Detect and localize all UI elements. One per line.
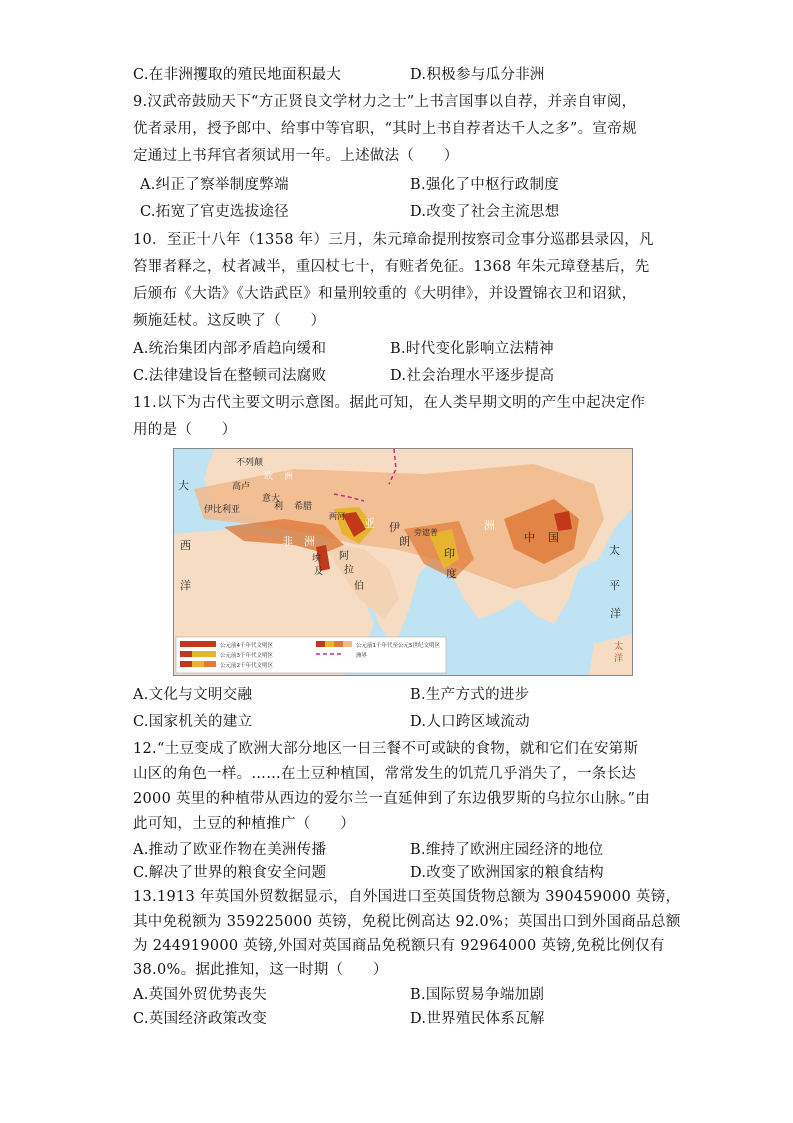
q12-stem-line-1: 12.“土豆变成了欧洲大部分地区一日三餐不可或缺的食物，就和它们在安第斯: [133, 741, 639, 757]
map-label-china-1: 中: [524, 531, 535, 544]
legend-era4: 公元前4千年代文明区: [220, 643, 273, 649]
q11-option-a: A.文化与文明交融: [133, 687, 253, 703]
q9-stem-line-2: 优者录用，授予郎中、给事中等官职，“其时上书自荐者达千人之多”。宣帝规: [133, 121, 637, 137]
map-label-greece: 希腊: [294, 502, 313, 512]
map-label-britain: 不列颠: [236, 458, 264, 468]
legend-era3: 公元前3千年代文明区: [220, 653, 273, 659]
q12-stem-line-3: 2000 英里的种植带从西边的爱尔兰一直延伸到了东边俄罗斯的乌拉尔山脉。”由: [133, 791, 651, 807]
q11-stem-line-1: 11.以下为古代主要文明示意图。据此可知，在人类早期文明的产生中起决定作: [133, 395, 646, 411]
q10-stem-line-3: 后颁布《大诰》《大诰武臣》和量刑较重的《大明律》，并设置锦衣卫和诏狱，: [133, 286, 637, 302]
map-label-atlantic-1: 大: [178, 479, 189, 492]
q9-stem-line-1: 9.汉武帝鼓励天下“方正贤良文学材力之士”上书言国事以自荐，并亲自审阅，: [133, 94, 637, 110]
legend-era2: 公元前2千年代文明区: [220, 663, 273, 669]
q10-option-a: A.统治集团内部矛盾趋向缓和: [133, 341, 327, 357]
q13-option-b: B.国际贸易争端加剧: [410, 987, 545, 1003]
map-label-iran-1: 伊: [389, 521, 400, 534]
map-label-mesopotamia: 两河: [329, 512, 345, 521]
map-label-atlantic-2: 西: [180, 539, 191, 552]
q12-option-a: A.推动了欧亚作物在美洲传播: [133, 842, 327, 858]
map-label-europe-1: 欧: [264, 472, 274, 482]
q9-option-c: C.拓宽了官吏选拔途径: [140, 204, 289, 220]
q13-stem-line-3: 为 244919000 英镑,外国对英国商品免税额只有 92964000 英镑,免税比例仅有: [133, 938, 665, 954]
map-label-gaul: 高卢: [232, 482, 251, 492]
map-label-arab-1: 阿: [339, 551, 349, 562]
q12-stem-line-4: 此可知，土豆的种植推广（ ）: [133, 816, 355, 832]
legend-boundary: 洲界: [356, 653, 368, 659]
map-label-pacific-2: 平: [609, 579, 620, 592]
map-label-africa-2: 洲: [304, 535, 315, 548]
map-label-asia-2: 洲: [484, 519, 495, 532]
q13-option-a: A.英国外贸优势丧失: [133, 987, 268, 1003]
q12-option-d: D.改变了欧洲国家的粮食结构: [410, 865, 604, 881]
map-label-india-2: 度: [446, 567, 457, 580]
map-label-ocean-1: 太: [614, 642, 624, 652]
q10-option-c: C.法律建设旨在整顿司法腐败: [133, 368, 327, 384]
map-label-egypt-2: 及: [314, 567, 324, 577]
q11-option-c: C.国家机关的建立: [133, 714, 253, 730]
map-legend: [176, 637, 446, 673]
q12-option-b: B.维持了欧洲庄园经济的地位: [410, 842, 604, 858]
q8-option-c: C.在非洲攫取的殖民地面积最大: [133, 67, 342, 83]
map-label-egypt-1: 埃: [312, 554, 322, 564]
q13-stem-line-4: 38.0%。据此推知，这一时期（ ）: [133, 962, 388, 978]
q13-stem-line-1: 13.1913 年英国外贸数据显示，自外国进口至英国货物总额为 390459000 英镑，: [133, 889, 681, 905]
q9-option-a: A.纠正了察举制度弊端: [140, 177, 289, 193]
map-label-punjab: 旁遮普: [414, 528, 438, 537]
q9-option-b: B.强化了中枢行政制度: [410, 177, 560, 193]
q10-stem-line-1: 10．至正十八年（1358 年）三月，朱元璋命提刑按察司佥事分巡郡县录囚，凡: [133, 232, 654, 248]
q10-stem-line-2: 笞罪者释之，杖者减半，重囚杖七十，有赃者免征。1368 年朱元璋登基后，先: [133, 259, 650, 275]
map-label-ocean-2: 洋: [614, 654, 624, 664]
q11-option-d: D.人口跨区域流动: [410, 714, 530, 730]
map-label-africa-1: 非: [282, 535, 293, 548]
q11-option-b: B.生产方式的进步: [410, 687, 530, 703]
map-label-europe-2: 洲: [284, 472, 294, 482]
map-label-arab-3: 伯: [354, 581, 364, 592]
map-label-pacific-1: 太: [609, 544, 620, 557]
q13-option-c: C.英国经济政策改变: [133, 1011, 268, 1027]
map-label-asia-1: 亚: [364, 517, 375, 530]
map-label-italy-1: 意大: [262, 494, 281, 504]
q10-stem-line-4: 频施廷杖。这反映了（ ）: [133, 313, 326, 329]
legend-era1: 公元前1千年代至公元5世纪文明区: [356, 643, 440, 649]
q13-stem-line-2: 其中免税额为 359225000 英镑，免税比例高达 92.0%；英国出口到外国商品总额: [133, 914, 681, 930]
q9-stem-line-3: 定通过上书拜官者须试用一年。上述做法（ ）: [133, 148, 459, 164]
map-label-atlantic-3: 洋: [180, 579, 191, 592]
map-label-arab-2: 拉: [344, 565, 354, 576]
q10-option-d: D.社会治理水平逐步提高: [390, 368, 555, 384]
map-label-italy-2: 利: [274, 502, 284, 512]
map-label-china-2: 国: [548, 531, 559, 544]
q13-option-d: D.世界殖民体系瓦解: [410, 1011, 545, 1027]
q12-option-c: C.解决了世界的粮食安全问题: [133, 865, 327, 881]
map-label-india-1: 印: [444, 547, 455, 560]
q8-option-d: D.积极参与瓜分非洲: [410, 67, 545, 83]
map-label-iran-2: 朗: [399, 535, 410, 548]
map-label-pacific-3: 洋: [610, 607, 621, 620]
ancient-civilization-map: [173, 448, 633, 676]
map-label-iberia: 伊比利亚: [204, 505, 241, 515]
q10-option-b: B.时代变化影响立法精神: [390, 341, 554, 357]
q12-stem-line-2: 山区的角色一样。……在土豆种植国，常常发生的饥荒几乎消失了，一条长达: [133, 766, 637, 782]
q11-stem-line-2: 用的是（ ）: [133, 422, 237, 438]
q9-option-d: D.改变了社会主流思想: [410, 204, 560, 220]
